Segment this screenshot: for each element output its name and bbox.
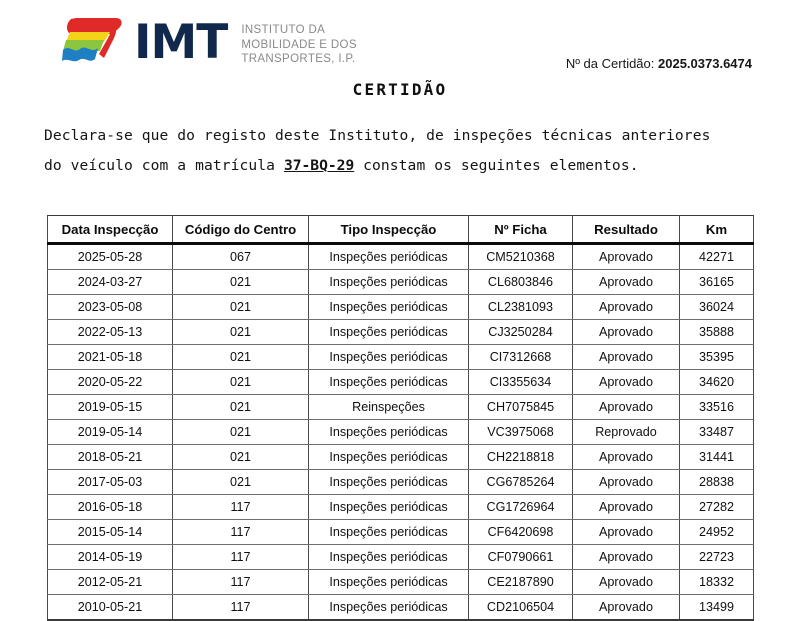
certificate-number <box>566 56 752 71</box>
declaration-line-2-prefix: do veículo com a matrícula <box>44 157 284 174</box>
cell-km: 22723 <box>680 545 754 570</box>
cell-codigo-centro: 117 <box>173 570 309 595</box>
cell-numero-ficha: CJ3250284 <box>469 320 573 345</box>
cell-resultado: Aprovado <box>573 545 680 570</box>
declaration-line-2 <box>44 151 756 181</box>
logo-institute-line-1: INSTITUTO DA <box>241 24 326 36</box>
table-header-row <box>48 216 754 244</box>
cell-codigo-centro: 021 <box>173 345 309 370</box>
cell-numero-ficha: CG1726964 <box>469 495 573 520</box>
cell-data-inspeccao: 2025-05-28 <box>48 244 173 270</box>
cell-tipo-inspeccao: Inspeções periódicas <box>309 345 469 370</box>
table-row <box>48 370 754 395</box>
cell-tipo-inspeccao: Reinspeções <box>309 395 469 420</box>
table-row <box>48 295 754 320</box>
cell-codigo-centro: 117 <box>173 495 309 520</box>
column-header-resultado: Resultado <box>573 216 680 244</box>
cell-data-inspeccao: 2015-05-14 <box>48 520 173 545</box>
inspections-table <box>47 215 754 621</box>
imt-logo <box>60 12 357 70</box>
cell-numero-ficha: CH2218818 <box>469 445 573 470</box>
table-row <box>48 495 754 520</box>
cell-data-inspeccao: 2019-05-15 <box>48 395 173 420</box>
cell-km: 33487 <box>680 420 754 445</box>
column-header-numero-ficha: Nº Ficha <box>469 216 573 244</box>
cell-numero-ficha: CI3355634 <box>469 370 573 395</box>
cell-codigo-centro: 021 <box>173 470 309 495</box>
cell-tipo-inspeccao: Inspeções periódicas <box>309 570 469 595</box>
table-row <box>48 244 754 270</box>
cell-data-inspeccao: 2019-05-14 <box>48 420 173 445</box>
certificate-number-label: Nº da Certidão: <box>565 56 655 71</box>
cell-resultado: Aprovado <box>573 520 680 545</box>
cell-codigo-centro: 021 <box>173 395 309 420</box>
cell-tipo-inspeccao: Inspeções periódicas <box>309 295 469 320</box>
cell-resultado: Aprovado <box>573 345 680 370</box>
cell-tipo-inspeccao: Inspeções periódicas <box>309 470 469 495</box>
declaration-line-2-suffix: constam os seguintes elementos. <box>354 157 639 174</box>
cell-codigo-centro: 021 <box>173 420 309 445</box>
cell-tipo-inspeccao: Inspeções periódicas <box>309 445 469 470</box>
cell-resultado: Aprovado <box>573 495 680 520</box>
table-row <box>48 345 754 370</box>
cell-km: 28838 <box>680 470 754 495</box>
cell-data-inspeccao: 2021-05-18 <box>48 345 173 370</box>
cell-km: 42271 <box>680 244 754 270</box>
cell-data-inspeccao: 2017-05-03 <box>48 470 173 495</box>
cell-resultado: Aprovado <box>573 295 680 320</box>
cell-codigo-centro: 021 <box>173 295 309 320</box>
cell-data-inspeccao: 2012-05-21 <box>48 570 173 595</box>
document-header <box>0 0 800 105</box>
cell-resultado: Reprovado <box>573 420 680 445</box>
cell-codigo-centro: 021 <box>173 270 309 295</box>
cell-tipo-inspeccao: Inspeções periódicas <box>309 520 469 545</box>
cell-resultado: Aprovado <box>573 320 680 345</box>
cell-tipo-inspeccao: Inspeções periódicas <box>309 545 469 570</box>
table-row <box>48 470 754 495</box>
table-row <box>48 520 754 545</box>
cell-codigo-centro: 117 <box>173 595 309 621</box>
cell-numero-ficha: CF0790661 <box>469 545 573 570</box>
cell-tipo-inspeccao: Inspeções periódicas <box>309 270 469 295</box>
cell-km: 36165 <box>680 270 754 295</box>
cell-numero-ficha: CD2106504 <box>469 595 573 621</box>
certificate-number-value: 2025.0373.6474 <box>658 56 752 71</box>
cell-km: 24952 <box>680 520 754 545</box>
cell-resultado: Aprovado <box>573 395 680 420</box>
cell-tipo-inspeccao: Inspeções periódicas <box>309 595 469 621</box>
cell-codigo-centro: 067 <box>173 244 309 270</box>
table-row <box>48 595 754 621</box>
cell-codigo-centro: 021 <box>173 445 309 470</box>
cell-codigo-centro: 117 <box>173 545 309 570</box>
cell-data-inspeccao: 2020-05-22 <box>48 370 173 395</box>
cell-numero-ficha: CL6803846 <box>469 270 573 295</box>
cell-tipo-inspeccao: Inspeções periódicas <box>309 244 469 270</box>
column-header-tipo-inspeccao: Tipo Inspecção <box>309 216 469 244</box>
cell-km: 33516 <box>680 395 754 420</box>
page-title: CERTIDÃO <box>352 80 448 99</box>
cell-resultado: Aprovado <box>573 470 680 495</box>
cell-data-inspeccao: 2016-05-18 <box>48 495 173 520</box>
table-body <box>48 244 754 621</box>
declaration-text <box>44 121 756 181</box>
logo-wordmark: IMT <box>134 15 228 70</box>
table-row <box>48 445 754 470</box>
cell-data-inspeccao: 2018-05-21 <box>48 445 173 470</box>
table-row <box>48 420 754 445</box>
logo-institute-line-2: MOBILIDADE E DOS <box>241 38 357 51</box>
declaration-line-1: Declara-se que do registo deste Instituto, de inspeções técnicas anteriores <box>44 127 711 144</box>
table-row <box>48 320 754 345</box>
cell-codigo-centro: 021 <box>173 370 309 395</box>
cell-tipo-inspeccao: Inspeções periódicas <box>309 495 469 520</box>
cell-km: 18332 <box>680 570 754 595</box>
cell-numero-ficha: CM5210368 <box>469 244 573 270</box>
table-row <box>48 570 754 595</box>
cell-resultado: Aprovado <box>573 244 680 270</box>
logo-institute-name <box>241 23 357 67</box>
cell-resultado: Aprovado <box>573 270 680 295</box>
table-row <box>48 270 754 295</box>
cell-numero-ficha: CL2381093 <box>469 295 573 320</box>
cell-data-inspeccao: 2023-05-08 <box>48 295 173 320</box>
cell-codigo-centro: 021 <box>173 320 309 345</box>
logo-institute-line-3: TRANSPORTES, I.P. <box>241 53 356 65</box>
cell-numero-ficha: CH7075845 <box>469 395 573 420</box>
cell-km: 35395 <box>680 345 754 370</box>
cell-numero-ficha: CF6420698 <box>469 520 573 545</box>
column-header-codigo-centro: Código do Centro <box>173 216 309 244</box>
inspections-table-container <box>47 215 753 621</box>
column-header-km: Km <box>680 216 754 244</box>
cell-numero-ficha: CI7312668 <box>469 345 573 370</box>
cell-resultado: Aprovado <box>573 595 680 621</box>
cell-numero-ficha: VC3975068 <box>469 420 573 445</box>
cell-km: 27282 <box>680 495 754 520</box>
cell-codigo-centro: 117 <box>173 520 309 545</box>
cell-km: 34620 <box>680 370 754 395</box>
cell-data-inspeccao: 2014-05-19 <box>48 545 173 570</box>
cell-resultado: Aprovado <box>573 570 680 595</box>
cell-tipo-inspeccao: Inspeções periódicas <box>309 420 469 445</box>
cell-tipo-inspeccao: Inspeções periódicas <box>309 370 469 395</box>
cell-tipo-inspeccao: Inspeções periódicas <box>309 320 469 345</box>
cell-numero-ficha: CG6785264 <box>469 470 573 495</box>
table-row <box>48 395 754 420</box>
cell-numero-ficha: CE2187890 <box>469 570 573 595</box>
table-row <box>48 545 754 570</box>
cell-resultado: Aprovado <box>573 370 680 395</box>
cell-km: 31441 <box>680 445 754 470</box>
cell-resultado: Aprovado <box>573 445 680 470</box>
imt-flag-icon <box>60 12 132 70</box>
cell-km: 13499 <box>680 595 754 621</box>
cell-km: 36024 <box>680 295 754 320</box>
table-header <box>48 216 754 244</box>
vehicle-plate: 37-BQ-29 <box>283 157 355 174</box>
cell-data-inspeccao: 2010-05-21 <box>48 595 173 621</box>
cell-data-inspeccao: 2022-05-13 <box>48 320 173 345</box>
column-header-data-inspeccao: Data Inspecção <box>48 216 173 244</box>
cell-km: 35888 <box>680 320 754 345</box>
cell-data-inspeccao: 2024-03-27 <box>48 270 173 295</box>
